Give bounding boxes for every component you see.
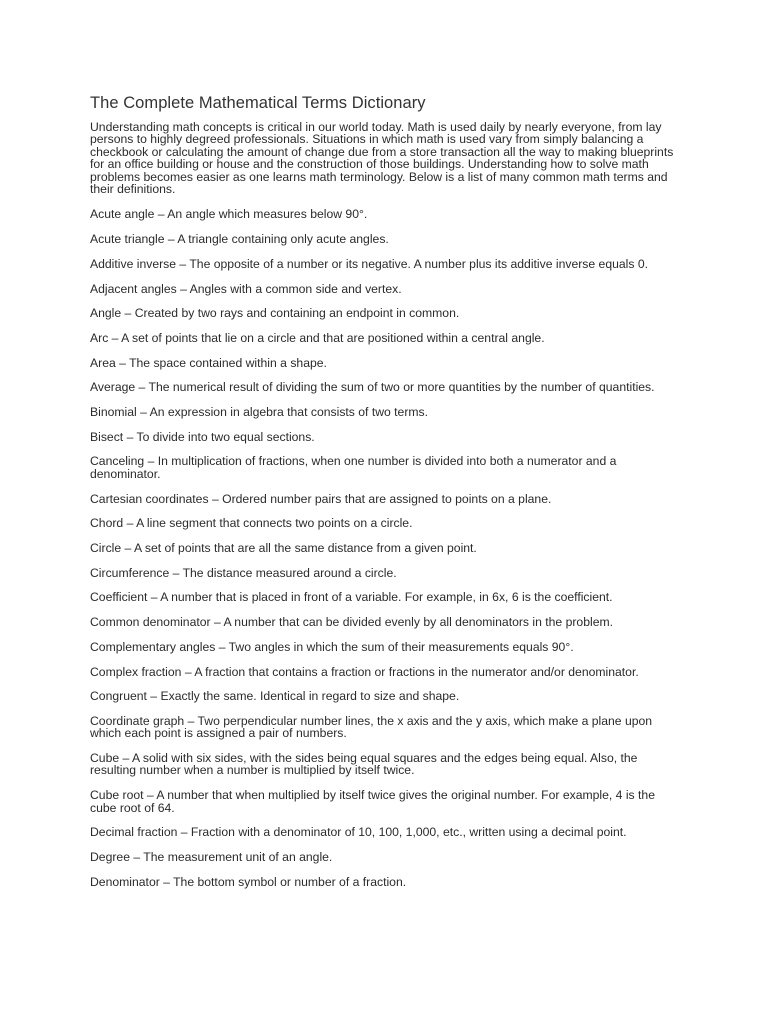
intro-paragraph: Understanding math concepts is critical in our world today. Math is used daily by nearly everyone, from lay persons to highly degreed professionals. Situations in which math is used vary from simply balancing a checkbook or calculating the amount of change due from a store transaction all the way to making blueprints for an office building or house and the construction of those buildings. Understanding how to solve math problems becomes easier as one learns math terminology. Below is a list of many common math terms and their definitions. [90, 120, 674, 197]
term-entry: Common denominator – A number that can be divided evenly by all denominators in the problem. [90, 615, 614, 630]
term-entry: Cube root – A number that when multiplied by itself twice gives the original number. For example, 4 is the cube root of 64. [90, 788, 655, 815]
term-entry: Angle – Created by two rays and containing an endpoint in common. [90, 306, 460, 321]
term-entry: Circle – A set of points that are all the same distance from a given point. [90, 540, 477, 555]
term-entry: Coefficient – A number that is placed in front of a variable. For example, in 6x, 6 is the coefficient. [90, 590, 613, 605]
term-entry: Cube – A solid with six sides, with the sides being equal squares and the edges being equal. Also, the resulting number when a number is multiplied by itself twice. [90, 751, 638, 778]
term-entry: Bisect – To divide into two equal sections. [90, 429, 315, 444]
term-entry: Chord – A line segment that connects two points on a circle. [90, 516, 413, 531]
term-entry: Circumference – The distance measured around a circle. [90, 565, 397, 580]
term-entry: Complex fraction – A fraction that contains a fraction or fractions in the numerator and/or denominator. [90, 664, 639, 679]
term-entry: Cartesian coordinates – Ordered number pairs that are assigned to points on a plane. [90, 491, 552, 506]
term-entry: Decimal fraction – Fraction with a denominator of 10, 100, 1,000, etc., written using a decimal point. [90, 825, 627, 840]
document-page [90, 93, 680, 900]
term-entry: Acute angle – An angle which measures below 90°. [90, 207, 368, 222]
term-entry: Adjacent angles – Angles with a common side and vertex. [90, 281, 402, 296]
term-entry: Coordinate graph – Two perpendicular number lines, the x axis and the y axis, which make a plane upon which each point is assigned a pair of numbers. [90, 713, 653, 741]
page-title: The Complete Mathematical Terms Dictionary [90, 94, 426, 112]
term-entry: Congruent – Exactly the same. Identical in regard to size and shape. [90, 689, 460, 704]
term-entry: Acute triangle – A triangle containing only acute angles. [90, 232, 389, 247]
term-entry: Degree – The measurement unit of an angle. [90, 849, 333, 864]
term-entry: Denominator – The bottom symbol or number of a fraction. [90, 874, 407, 889]
term-entry: Average – The numerical result of dividing the sum of two or more quantities by the number of quantities. [90, 380, 655, 395]
term-entry: Canceling – In multiplication of fractions, when one number is divided into both a numerator and a denominator. [90, 454, 617, 481]
term-entry: Arc – A set of points that lie on a circle and that are positioned within a central angle. [90, 330, 545, 345]
term-entry: Area – The space contained within a shape. [90, 355, 327, 370]
term-entry: Complementary angles – Two angles in which the sum of their measurements equals 90°. [90, 639, 574, 654]
term-entry: Binomial – An expression in algebra that consists of two terms. [90, 405, 429, 420]
term-entry: Additive inverse – The opposite of a number or its negative. A number plus its additive inverse equals 0. [90, 256, 649, 271]
terms-list [90, 208, 680, 888]
